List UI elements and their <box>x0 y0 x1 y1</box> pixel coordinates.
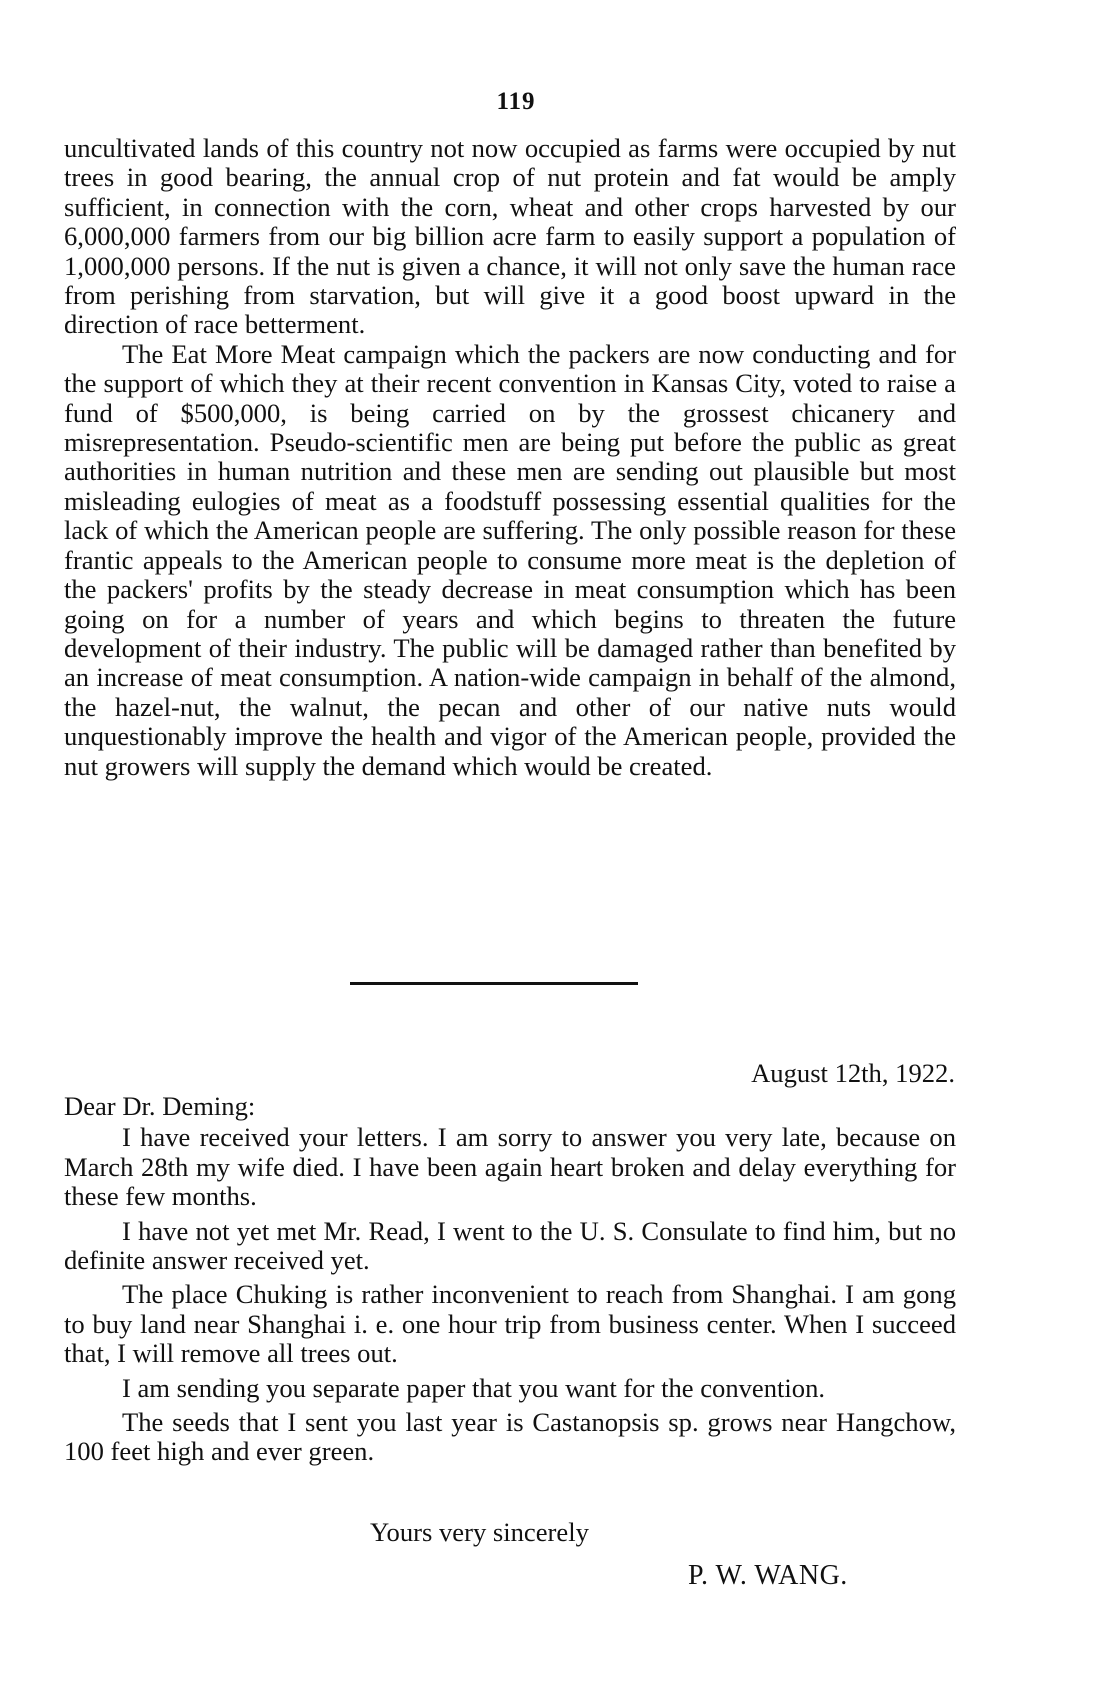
letter-paragraph: The place Chuking is rather inconvenient to reach from Shanghai. I am gong to buy land near Shanghai i. e. one hour trip from business center. When I succeed that, I will remove all trees out. <box>64 1279 956 1369</box>
article-paragraph: uncultivated lands of this country not now occupied as farms were occupied by nut trees in good bearing, the annual crop of nut protein and fat would be amply sufficient, in connection with the corn, wheat and other crops harvested by our 6,000,000 farmers from our big billion acre farm to easily support a population of 1,000,000 persons. If the nut is given a chance, it will not only save the human race from perishing from starvation, but will give it a good boost upward in the direction of race betterment. <box>64 133 956 340</box>
letter-paragraph: I have received your letters. I am sorry to answer you very late, because on March 28th my wife died. I have been again heart broken and delay everything for these few months. <box>64 1122 956 1212</box>
article-paragraph: The Eat More Meat campaign which the packers are now conducting and for the support of which they at their recent convention in Kansas City, voted to raise a fund of $500,000, is being carried on by the grossest chicanery and misrepresentation. Pseudo-scientific men are being put before the public as great authorities in human nutrition and these men are sending out plausible but most misleading eulogies of meat as a foodstuff possessing essential qualities for the lack of which the American people are suffering. The only possible reason for these frantic appeals to the American people to consume more meat is the depletion of the packers' profits by the steady decrease in meat consumption which has been going on for a number of years and which begins to threaten the future development of their industry. The public will be damaged rather than benefited by an increase of meat consumption. A nation-wide campaign in behalf of the almond, the hazel-nut, the walnut, the pecan and other of our native nuts would unquestionably improve the health and vigor of the American people, provided the nut growers will supply the demand which would be created. <box>64 338 956 781</box>
section-divider <box>350 982 638 985</box>
letter-paragraph: I have not yet met Mr. Read, I went to the U. S. Consulate to find him, but no definite answer received yet. <box>64 1215 956 1276</box>
letter-body <box>64 1092 956 1472</box>
letter-date: August 12th, 1922. <box>751 1058 955 1088</box>
page-number: 119 <box>496 88 536 115</box>
article-body <box>64 134 956 781</box>
letter-paragraph: The seeds that I sent you last year is Castanopsis sp. grows near Hangchow, 100 feet high and ever green. <box>64 1407 956 1467</box>
letter-paragraph: I am sending you separate paper that you want for the convention. <box>122 1372 826 1403</box>
letter-signature: P. W. WANG. <box>688 1560 848 1591</box>
letter-salutation: Dear Dr. Deming: <box>64 1091 256 1121</box>
letter-closing: Yours very sincerely <box>370 1517 589 1547</box>
